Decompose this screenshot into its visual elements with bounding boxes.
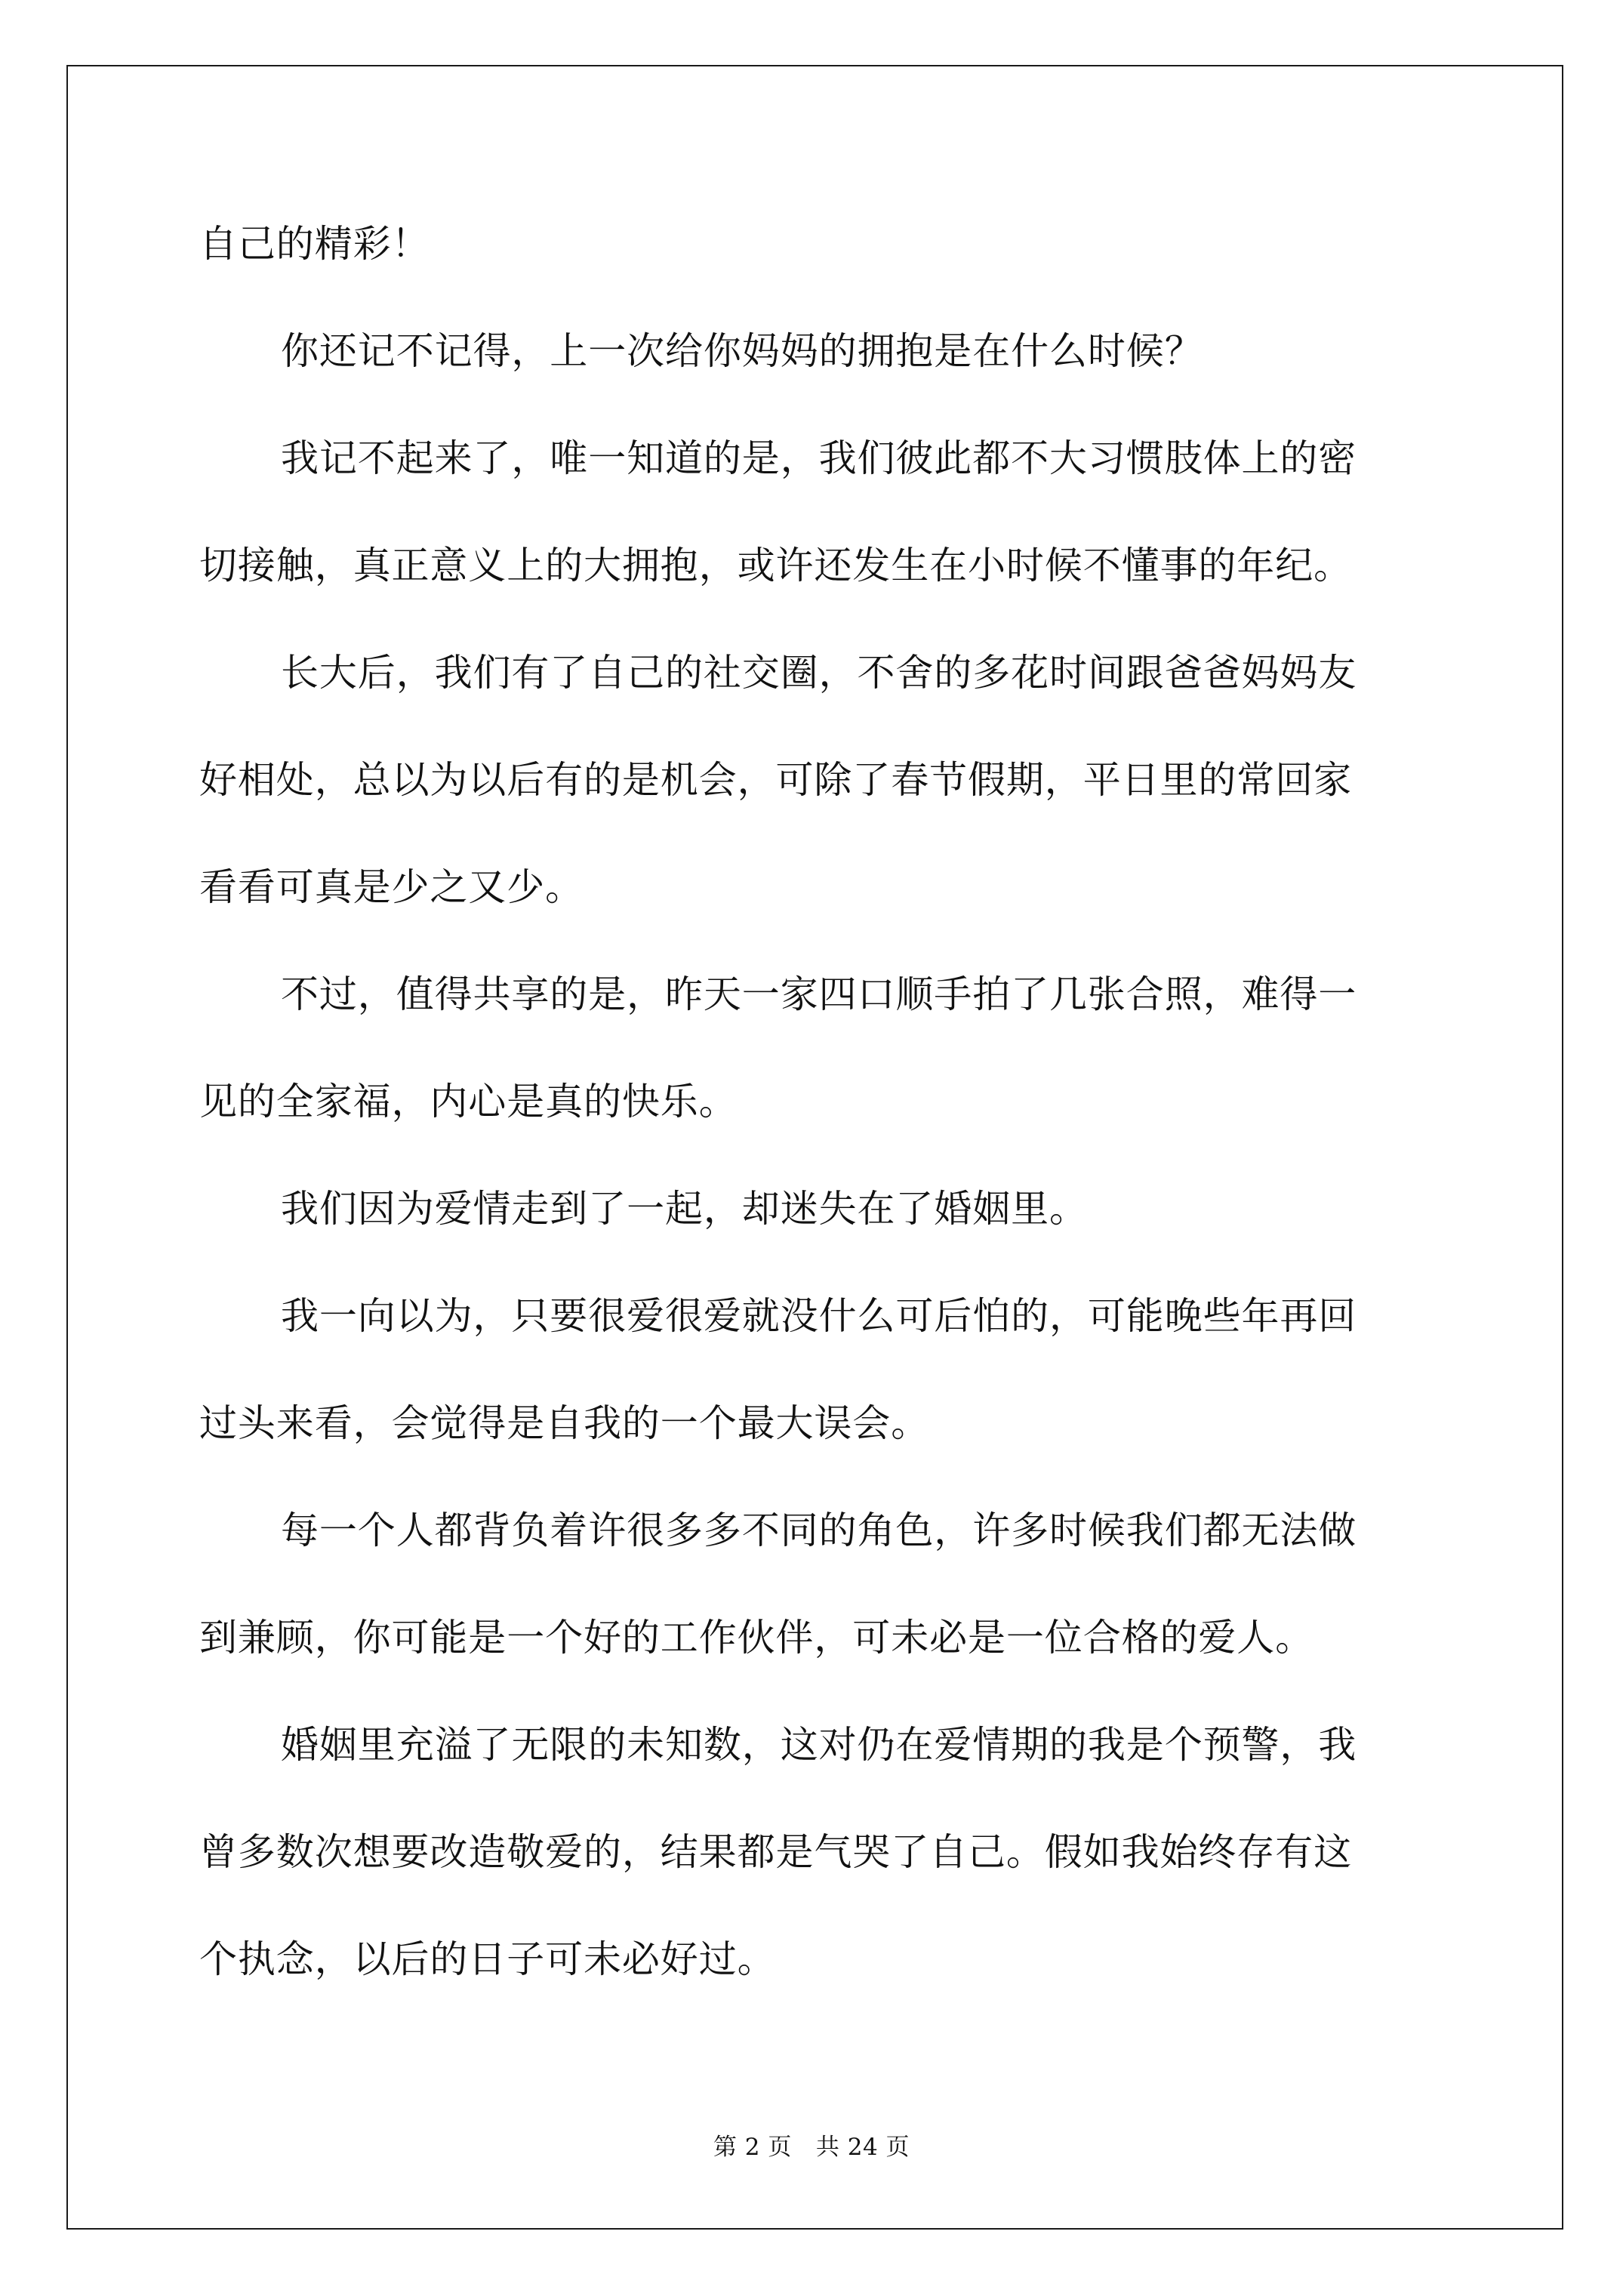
paragraph-line: 长大后，我们有了自己的社交圈，不舍的多花时间跟爸爸妈妈友 xyxy=(281,651,1357,695)
text-line: 见的全家福，内心是真的快乐。 xyxy=(199,1080,738,1123)
text-line: 看看可真是少之又少。 xyxy=(199,865,584,909)
paragraph-line: 我一向以为，只要很爱很爱就没什么可后怕的，可能晚些年再回 xyxy=(281,1294,1357,1338)
text-line: 个执念，以后的日子可未必好过。 xyxy=(199,1937,776,1981)
paragraph-line: 不过，值得共享的是，昨天一家四口顺手拍了几张合照，难得一 xyxy=(281,972,1357,1016)
page-number: 第 2 页 xyxy=(713,2134,792,2161)
total-pages: 共 24 页 xyxy=(815,2134,910,2161)
paragraph-line: 我记不起来了，唯一知道的是，我们彼此都不大习惯肢体上的密 xyxy=(281,436,1357,480)
paragraph-line: 每一个人都背负着许很多多不同的角色，许多时候我们都无法做 xyxy=(281,1509,1357,1552)
text-line: 过头来看，会觉得是自我的一个最大误会。 xyxy=(199,1401,930,1445)
page-footer xyxy=(0,2132,1623,2162)
text-line: 好相处，总以为以后有的是机会，可除了春节假期，平日里的常回家 xyxy=(199,758,1352,802)
text-line: 自己的精彩！ xyxy=(199,222,430,266)
text-line: 切接触，真正意义上的大拥抱，或许还发生在小时候不懂事的年纪。 xyxy=(199,544,1352,587)
page-border xyxy=(66,65,1563,2230)
paragraph-line: 我们因为爱情走到了一起，却迷失在了婚姻里。 xyxy=(281,1187,1088,1231)
text-line: 曾多数次想要改造敬爱的，结果都是气哭了自己。假如我始终存有这 xyxy=(199,1830,1352,1874)
paragraph-line: 你还记不记得，上一次给你妈妈的拥抱是在什么时候？ xyxy=(281,329,1203,373)
text-line: 到兼顾，你可能是一个好的工作伙伴，可未必是一位合格的爱人。 xyxy=(199,1616,1314,1660)
paragraph-line: 婚姻里充溢了无限的未知数，这对仍在爱情期的我是个预警，我 xyxy=(281,1723,1357,1767)
